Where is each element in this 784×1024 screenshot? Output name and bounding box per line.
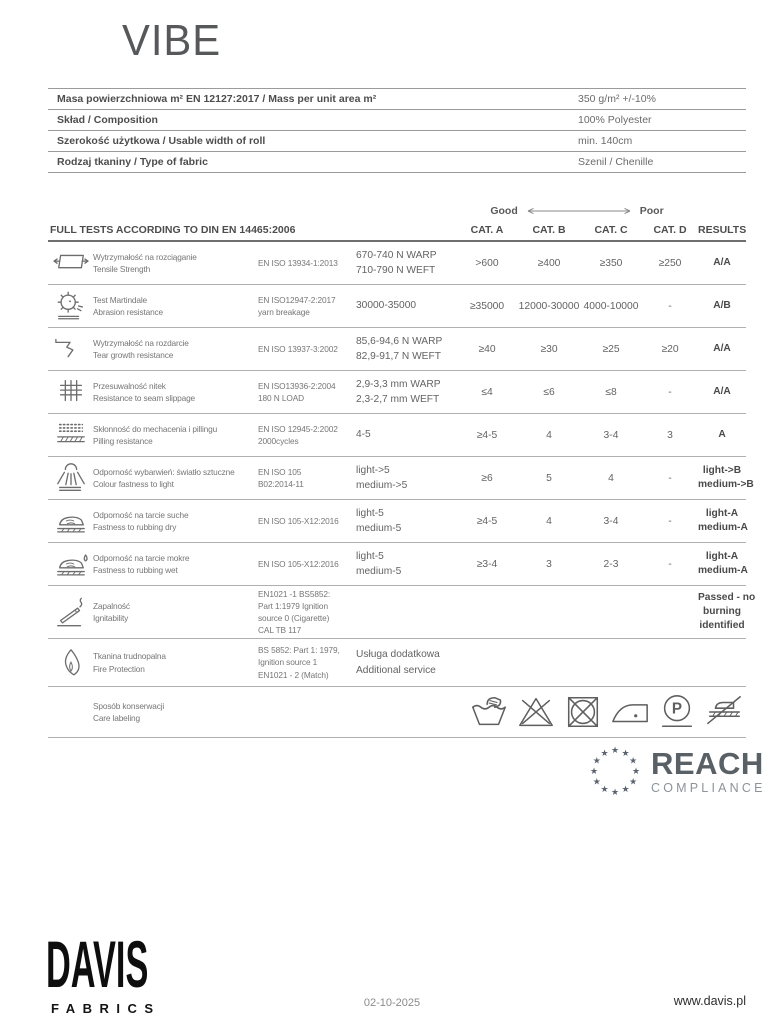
- cat-c-value: 3-4: [603, 429, 619, 441]
- cat-d-value: -: [668, 558, 672, 570]
- result-value: light->B medium->B: [698, 464, 754, 490]
- test-name-en: Tensile Strength: [93, 264, 151, 274]
- svg-text:★: ★: [589, 766, 599, 776]
- test-name-en: Fastness to rubbing dry: [93, 522, 177, 532]
- cat-a-value: ≥40: [478, 343, 496, 355]
- result-value: A/B: [713, 299, 731, 311]
- brand-name: DAVIS: [46, 927, 149, 1001]
- result-value: light-A medium-A: [698, 550, 748, 576]
- test-name-en: Tear growth resistance: [93, 350, 174, 360]
- cat-b-value: ≥30: [540, 343, 558, 355]
- test-row-pilling: Skłonność do mechacenia i pillingu Pilling resistance EN ISO 12945-2:2002 2000cycles 4-5 ≥4-5 4 3-4 3 A: [48, 414, 746, 457]
- column-header-cat-a: CAT. A: [470, 223, 504, 236]
- cat-c-value: ≤8: [605, 386, 617, 398]
- do-not-bleach-icon: [516, 692, 556, 732]
- cat-d-value: 3: [667, 429, 673, 441]
- cat-c-value: ≥350: [599, 257, 623, 269]
- test-name-pl: Wytrzymałość na rozciąganie: [93, 251, 197, 262]
- test-row-rubbing-dry: Odporność na tarcie suche Fastness to rubbing dry EN ISO 105-X12:2016 light-5 medium-5 ≥4-5 4 3-4 - light-A medium-A: [48, 500, 746, 543]
- reach-compliance-logo: [588, 744, 766, 798]
- cat-b-value: 4: [546, 515, 552, 527]
- result-value: A/A: [713, 385, 731, 397]
- svg-text:★: ★: [600, 747, 609, 758]
- test-name-pl: Odporność na tarcie suche: [93, 509, 189, 520]
- test-name-en: Resistance to seam slippage: [93, 393, 196, 403]
- property-label: Rodzaj tkaniny / Type of fabric: [57, 156, 208, 168]
- do-not-mangle-icon: [704, 692, 744, 732]
- light-fastness-icon: [48, 461, 93, 495]
- test-name-pl: Zapalność: [93, 600, 130, 611]
- test-name-pl: Odporność wybarwień: światło sztuczne: [93, 466, 235, 477]
- property-value: Szenil / Chenille: [578, 156, 654, 168]
- result-value: Passed - no burning identified: [698, 591, 756, 632]
- svg-text:★: ★: [610, 787, 620, 797]
- rubbing-wet-icon: [48, 547, 93, 581]
- test-row-abrasion: Test Martindale Abrasion resistance EN ISO12947-2:2017 yarn breakage 30000-35000 ≥35000 12000-30000 4000-10000 - A/B: [48, 285, 746, 328]
- cat-b-value: 4: [546, 429, 552, 441]
- cat-a-value: ≥35000: [469, 300, 505, 312]
- cat-b-value: ≥400: [537, 257, 561, 269]
- reach-subtitle: COMPLIANCE: [651, 780, 766, 795]
- column-header-cat-c: CAT. C: [594, 223, 628, 236]
- svg-text:★: ★: [631, 766, 641, 776]
- cat-d-value: -: [668, 386, 672, 398]
- test-row-fire-protection: Tkanina trudnopalna Fire Protection BS 5852: Part 1: 1979, Ignition source 1 EN1021 - 2 (Match) Usługa dodatkowa Additional service: [48, 639, 746, 687]
- test-row-light-fastness: Odporność wybarwień: światło sztuczne Colour fastness to light EN ISO 105 B02:2014-11 light->5 medium->5 ≥6 5 4 - light->B medium->B: [48, 457, 746, 500]
- cat-a-value: >600: [475, 257, 499, 269]
- hand-wash-icon: [469, 692, 509, 732]
- test-name-en: Ignitability: [93, 613, 129, 623]
- tests-table: [48, 202, 756, 738]
- column-header-cat-d: CAT. D: [653, 223, 687, 236]
- test-name-pl: Tkanina trudnopalna: [93, 651, 166, 662]
- svg-text:★: ★: [592, 755, 601, 766]
- cat-a-value: ≥3-4: [476, 558, 498, 570]
- cat-d-value: -: [668, 515, 672, 527]
- test-name-en: Care labeling: [93, 713, 140, 723]
- test-name-pl: Skłonność do mechacenia i pillingu: [93, 423, 218, 434]
- care-symbols: [456, 692, 746, 732]
- reach-title: REACH: [651, 745, 764, 781]
- tear-resistance-icon: [48, 332, 93, 366]
- svg-text:★: ★: [629, 755, 638, 766]
- cat-b-value: 5: [546, 472, 552, 484]
- test-name-pl: Odporność na tarcie mokre: [93, 552, 190, 563]
- fabric-properties-table: [48, 88, 746, 173]
- tests-table-header: [48, 219, 746, 242]
- test-name-pl: Wytrzymałość na rozdarcie: [93, 337, 189, 348]
- result-value: A/A: [713, 342, 731, 354]
- test-row-rubbing-wet: Odporność na tarcie mokre Fastness to rubbing wet EN ISO 105-X12:2016 light-5 medium-5 ≥3-4 3 2-3 - light-A medium-A: [48, 543, 746, 586]
- test-name-en: Colour fastness to light: [93, 479, 174, 489]
- eu-stars-circle-icon: [588, 744, 642, 798]
- iron-low-temperature-icon: [610, 692, 650, 732]
- fire-protection-icon: [48, 646, 93, 680]
- double-arrow-icon: [525, 207, 633, 215]
- test-row-seam-slippage: Przesuwalność nitek Resistance to seam slippage EN ISO13936-2:2004 180 N LOAD 2,9-3,3 mm WARP 2,3-2,7 mm WEFT ≤4 ≤6 ≤8 - A/A: [48, 371, 746, 414]
- tests-title: FULL TESTS ACCORDING TO DIN EN 14465:2006: [50, 223, 296, 236]
- property-row-composition: [48, 110, 746, 131]
- scale-good-label: Good: [490, 204, 518, 217]
- svg-text:★: ★: [600, 784, 609, 795]
- svg-text:★: ★: [610, 745, 620, 755]
- brand-subtitle: FABRICS: [51, 1000, 161, 1016]
- document-date: 02-10-2025: [363, 997, 421, 1009]
- cat-a-value: ≥4-5: [476, 429, 498, 441]
- rubbing-dry-icon: [48, 504, 93, 538]
- professional-dry-clean-p-icon: [657, 692, 697, 732]
- svg-text:★: ★: [592, 776, 601, 787]
- cat-c-value: 4000-10000: [583, 300, 639, 312]
- pilling-icon: [48, 418, 93, 452]
- cat-d-value: -: [668, 472, 672, 484]
- property-label: Masa powierzchniowa m² EN 12127:2017 / Mass per unit area m²: [57, 93, 377, 105]
- property-label: Skład / Composition: [57, 114, 158, 126]
- property-value: 350 g/m² +/-10%: [578, 93, 656, 105]
- cat-a-value: ≥6: [481, 472, 493, 484]
- result-value: A/A: [713, 256, 731, 268]
- svg-text:★: ★: [621, 784, 630, 795]
- cat-c-value: ≥25: [602, 343, 620, 355]
- test-name-pl: Przesuwalność nitek: [93, 380, 166, 391]
- seam-slippage-icon: [48, 375, 93, 409]
- cat-c-value: 4: [608, 472, 614, 484]
- test-name-pl: Sposób konserwacji: [93, 700, 165, 711]
- property-row-mass: [48, 89, 746, 110]
- test-name-pl: Test Martindale: [93, 294, 148, 305]
- scale-poor-label: Poor: [639, 204, 664, 217]
- test-row-ignitability: Zapalność Ignitability EN1021 -1 BS5852: Part 1:1979 Ignition source 0 (Cigarette) CAL TB 117 Passed - no burning identified: [48, 586, 746, 639]
- column-header-results: RESULTS: [698, 223, 747, 236]
- svg-text:★: ★: [621, 747, 630, 758]
- cat-b-value: 12000-30000: [518, 300, 580, 312]
- do-not-tumble-dry-icon: [563, 692, 603, 732]
- page-title: VIBE: [122, 16, 222, 65]
- property-label: Szerokość użytkowa / Usable width of roll: [57, 135, 266, 147]
- result-value: A: [718, 428, 726, 440]
- property-row-fabric-type: [48, 152, 746, 173]
- cat-a-value: ≤4: [481, 386, 493, 398]
- cat-b-value: ≤6: [543, 386, 555, 398]
- column-header-cat-b: CAT. B: [532, 223, 566, 236]
- cat-c-value: 2-3: [603, 558, 619, 570]
- property-value: 100% Polyester: [578, 114, 652, 126]
- ignitability-icon: [48, 595, 93, 629]
- cat-a-value: ≥4-5: [476, 515, 498, 527]
- cat-d-value: -: [668, 300, 672, 312]
- martindale-abrasion-icon: [48, 289, 93, 323]
- test-row-tensile: Wytrzymałość na rozciąganie Tensile Strength EN ISO 13934-1:2013 670-740 N WARP 710-790 N WEFT >600 ≥400 ≥350 ≥250 A/A: [48, 242, 746, 285]
- cat-c-value: 3-4: [603, 515, 619, 527]
- test-name-en: Abrasion resistance: [93, 307, 164, 317]
- test-name-en: Pilling resistance: [93, 436, 153, 446]
- test-name-en: Fastness to rubbing wet: [93, 565, 178, 575]
- property-value: min. 140cm: [578, 135, 633, 147]
- cat-d-value: ≥20: [661, 343, 679, 355]
- care-labeling-row: [48, 687, 746, 738]
- result-value: light-A medium-A: [698, 507, 748, 533]
- tensile-strength-icon: [48, 246, 93, 280]
- cat-b-value: 3: [546, 558, 552, 570]
- property-row-width: [48, 131, 746, 152]
- test-name-en: Fire Protection: [93, 663, 145, 674]
- quality-scale-row: [48, 202, 746, 219]
- website-url: www.davis.pl: [673, 994, 746, 1008]
- test-row-tear: Wytrzymałość na rozdarcie Tear growth resistance EN ISO 13937-3:2002 85,6-94,6 N WARP 82,9-91,7 N WEFT ≥40 ≥30 ≥25 ≥20 A/A: [48, 328, 746, 371]
- svg-text:★: ★: [629, 776, 638, 787]
- cat-d-value: ≥250: [658, 257, 682, 269]
